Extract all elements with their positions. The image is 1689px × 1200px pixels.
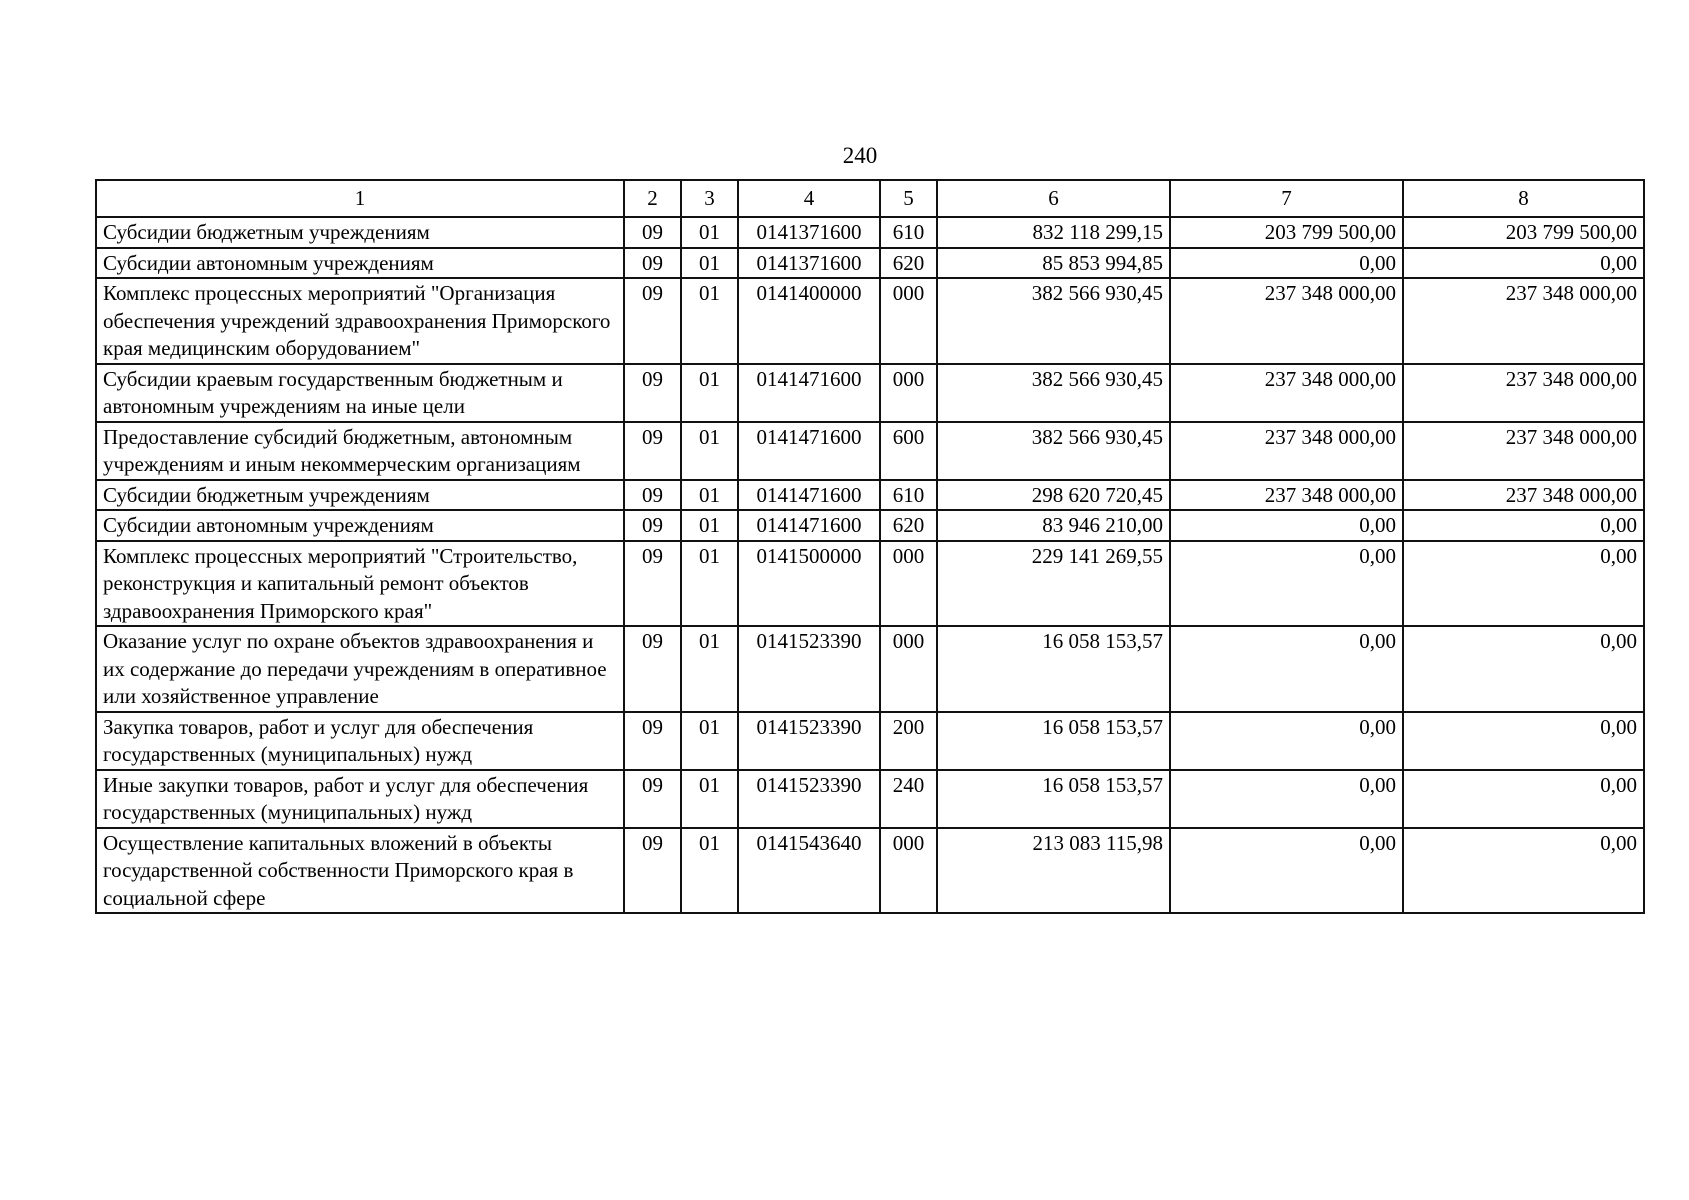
- row-amount-col6: 832 118 299,15: [937, 217, 1170, 248]
- row-target-code: 0141500000: [738, 541, 880, 627]
- row-section: 09: [624, 541, 681, 627]
- row-amount-col8: 0,00: [1403, 248, 1644, 279]
- row-name: Оказание услуг по охране объектов здравоохранения и их содержание до передачи учреждениям в оперативное или хозяйственное управление: [96, 626, 624, 712]
- table-row: [96, 712, 1644, 770]
- table-row: [96, 828, 1644, 914]
- row-target-code: 0141471600: [738, 422, 880, 480]
- row-section: 09: [624, 278, 681, 364]
- row-amount-col6: 83 946 210,00: [937, 510, 1170, 541]
- table-body: [96, 217, 1644, 913]
- row-amount-col6: 16 058 153,57: [937, 626, 1170, 712]
- header-col-5: 5: [880, 180, 937, 217]
- row-target-code: 0141543640: [738, 828, 880, 914]
- row-name: Субсидии бюджетным учреждениям: [96, 480, 624, 511]
- row-subsection: 01: [681, 248, 738, 279]
- row-section: 09: [624, 510, 681, 541]
- row-amount-col8: 0,00: [1403, 626, 1644, 712]
- table-row: [96, 510, 1644, 541]
- table-row: [96, 364, 1644, 422]
- row-subsection: 01: [681, 422, 738, 480]
- row-section: 09: [624, 828, 681, 914]
- row-amount-col6: 16 058 153,57: [937, 770, 1170, 828]
- row-subsection: 01: [681, 828, 738, 914]
- table-row: [96, 626, 1644, 712]
- row-name: Предоставление субсидий бюджетным, автономным учреждениям и иным некоммерческим организациям: [96, 422, 624, 480]
- header-col-2: 2: [624, 180, 681, 217]
- row-expense-type: 200: [880, 712, 937, 770]
- row-name: Осуществление капитальных вложений в объекты государственной собственности Приморского края в социальной сфере: [96, 828, 624, 914]
- row-amount-col8: 0,00: [1403, 541, 1644, 627]
- row-amount-col7: 0,00: [1170, 510, 1403, 541]
- row-expense-type: 610: [880, 480, 937, 511]
- header-row: [96, 180, 1644, 217]
- row-target-code: 0141471600: [738, 480, 880, 511]
- row-section: 09: [624, 248, 681, 279]
- row-subsection: 01: [681, 278, 738, 364]
- row-subsection: 01: [681, 770, 738, 828]
- row-amount-col6: 229 141 269,55: [937, 541, 1170, 627]
- row-name: Субсидии бюджетным учреждениям: [96, 217, 624, 248]
- header-col-4: 4: [738, 180, 880, 217]
- row-amount-col7: 0,00: [1170, 541, 1403, 627]
- row-target-code: 0141371600: [738, 217, 880, 248]
- row-target-code: 0141471600: [738, 510, 880, 541]
- row-amount-col8: 0,00: [1403, 510, 1644, 541]
- budget-table: [95, 179, 1645, 914]
- row-amount-col6: 85 853 994,85: [937, 248, 1170, 279]
- row-amount-col7: 0,00: [1170, 248, 1403, 279]
- row-expense-type: 610: [880, 217, 937, 248]
- row-section: 09: [624, 217, 681, 248]
- row-amount-col8: 0,00: [1403, 712, 1644, 770]
- row-amount-col7: 237 348 000,00: [1170, 480, 1403, 511]
- row-amount-col7: 0,00: [1170, 712, 1403, 770]
- row-expense-type: 620: [880, 510, 937, 541]
- table-row: [96, 422, 1644, 480]
- row-amount-col8: 0,00: [1403, 828, 1644, 914]
- row-expense-type: 240: [880, 770, 937, 828]
- table-row: [96, 217, 1644, 248]
- row-amount-col8: 237 348 000,00: [1403, 278, 1644, 364]
- row-subsection: 01: [681, 480, 738, 511]
- row-name: Комплекс процессных мероприятий "Строительство, реконструкция и капитальный ремонт объектов здравоохранения Приморского края": [96, 541, 624, 627]
- header-col-7: 7: [1170, 180, 1403, 217]
- row-section: 09: [624, 422, 681, 480]
- header-col-1: 1: [96, 180, 624, 217]
- row-amount-col7: 0,00: [1170, 626, 1403, 712]
- row-target-code: 0141523390: [738, 770, 880, 828]
- page-number: 240: [842, 143, 878, 168]
- row-target-code: 0141400000: [738, 278, 880, 364]
- row-section: 09: [624, 712, 681, 770]
- table-row: [96, 770, 1644, 828]
- row-expense-type: 000: [880, 828, 937, 914]
- row-target-code: 0141371600: [738, 248, 880, 279]
- row-name: Субсидии краевым государственным бюджетным и автономным учреждениям на иные цели: [96, 364, 624, 422]
- header-col-3: 3: [681, 180, 738, 217]
- header-col-8: 8: [1403, 180, 1644, 217]
- row-expense-type: 000: [880, 541, 937, 627]
- row-section: 09: [624, 770, 681, 828]
- table-row: [96, 278, 1644, 364]
- row-amount-col7: 203 799 500,00: [1170, 217, 1403, 248]
- row-target-code: 0141471600: [738, 364, 880, 422]
- header-col-6: 6: [937, 180, 1170, 217]
- row-amount-col7: 237 348 000,00: [1170, 364, 1403, 422]
- row-section: 09: [624, 364, 681, 422]
- row-expense-type: 620: [880, 248, 937, 279]
- row-amount-col7: 237 348 000,00: [1170, 278, 1403, 364]
- row-subsection: 01: [681, 217, 738, 248]
- row-amount-col7: 0,00: [1170, 770, 1403, 828]
- row-name: Комплекс процессных мероприятий "Организация обеспечения учреждений здравоохранения Приморского края медицинским оборудованием": [96, 278, 624, 364]
- row-section: 09: [624, 626, 681, 712]
- table-row: [96, 480, 1644, 511]
- row-subsection: 01: [681, 510, 738, 541]
- row-amount-col6: 382 566 930,45: [937, 278, 1170, 364]
- row-name: Закупка товаров, работ и услуг для обеспечения государственных (муниципальных) нужд: [96, 712, 624, 770]
- row-subsection: 01: [681, 364, 738, 422]
- row-expense-type: 000: [880, 278, 937, 364]
- row-amount-col8: 237 348 000,00: [1403, 422, 1644, 480]
- row-target-code: 0141523390: [738, 626, 880, 712]
- row-amount-col6: 16 058 153,57: [937, 712, 1170, 770]
- row-amount-col7: 237 348 000,00: [1170, 422, 1403, 480]
- row-amount-col7: 0,00: [1170, 828, 1403, 914]
- row-target-code: 0141523390: [738, 712, 880, 770]
- row-amount-col6: 298 620 720,45: [937, 480, 1170, 511]
- row-section: 09: [624, 480, 681, 511]
- row-amount-col6: 382 566 930,45: [937, 364, 1170, 422]
- row-subsection: 01: [681, 712, 738, 770]
- row-expense-type: 000: [880, 626, 937, 712]
- row-amount-col6: 213 083 115,98: [937, 828, 1170, 914]
- row-expense-type: 600: [880, 422, 937, 480]
- row-amount-col8: 237 348 000,00: [1403, 364, 1644, 422]
- row-expense-type: 000: [880, 364, 937, 422]
- table-row: [96, 248, 1644, 279]
- table-header: [96, 180, 1644, 217]
- row-amount-col8: 203 799 500,00: [1403, 217, 1644, 248]
- row-amount-col8: 0,00: [1403, 770, 1644, 828]
- row-subsection: 01: [681, 541, 738, 627]
- row-name: Субсидии автономным учреждениям: [96, 510, 624, 541]
- table-row: [96, 541, 1644, 627]
- row-amount-col6: 382 566 930,45: [937, 422, 1170, 480]
- row-subsection: 01: [681, 626, 738, 712]
- row-name: Иные закупки товаров, работ и услуг для обеспечения государственных (муниципальных) нужд: [96, 770, 624, 828]
- row-name: Субсидии автономным учреждениям: [96, 248, 624, 279]
- row-amount-col8: 237 348 000,00: [1403, 480, 1644, 511]
